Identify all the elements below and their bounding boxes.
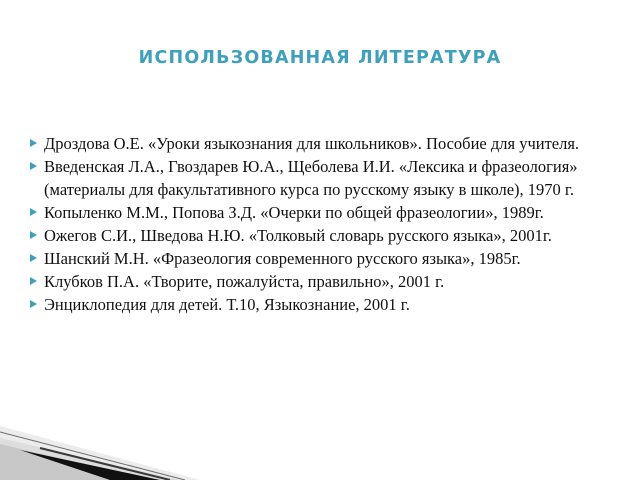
slide-title: ИСПОЛЬЗОВАННАЯ ЛИТЕРАТУРА [138, 48, 502, 68]
list-item-text: Копыленко М.М., Попова З.Д. «Очерки по общей фразеологии», 1989г. [44, 203, 544, 222]
list-item-text: Шанский М.Н. «Фразеология современного русского языка», 1985г. [44, 249, 521, 268]
list-item-text: Энциклопедия для детей. Т.10, Языкознание, 2001 г. [44, 295, 410, 314]
list-item [30, 224, 605, 247]
bibliography-list [30, 132, 605, 316]
list-item [30, 293, 605, 316]
list-item [30, 155, 605, 201]
list-item-text: Введенская Л.А., Гвоздарев Ю.А., Щеболева И.И. «Лексика и фразеология» (материалы для факультативного курса по русскому языку в школе), 1970 г. [44, 157, 578, 199]
list-item [30, 201, 605, 224]
list-item [30, 247, 605, 270]
list-item [30, 270, 605, 293]
list-item-text: Ожегов С.И., Шведова Н.Ю. «Толковый словарь русского языка», 2001г. [44, 226, 552, 245]
list-item-text: Дроздова О.Е. «Уроки языкознания для школьников». Пособие для учителя. [44, 134, 580, 153]
decorative-corner-stripes [0, 400, 640, 480]
list-item-text: Клубков П.А. «Творите, пожалуйста, правильно», 2001 г. [44, 272, 445, 291]
list-item [30, 132, 605, 155]
